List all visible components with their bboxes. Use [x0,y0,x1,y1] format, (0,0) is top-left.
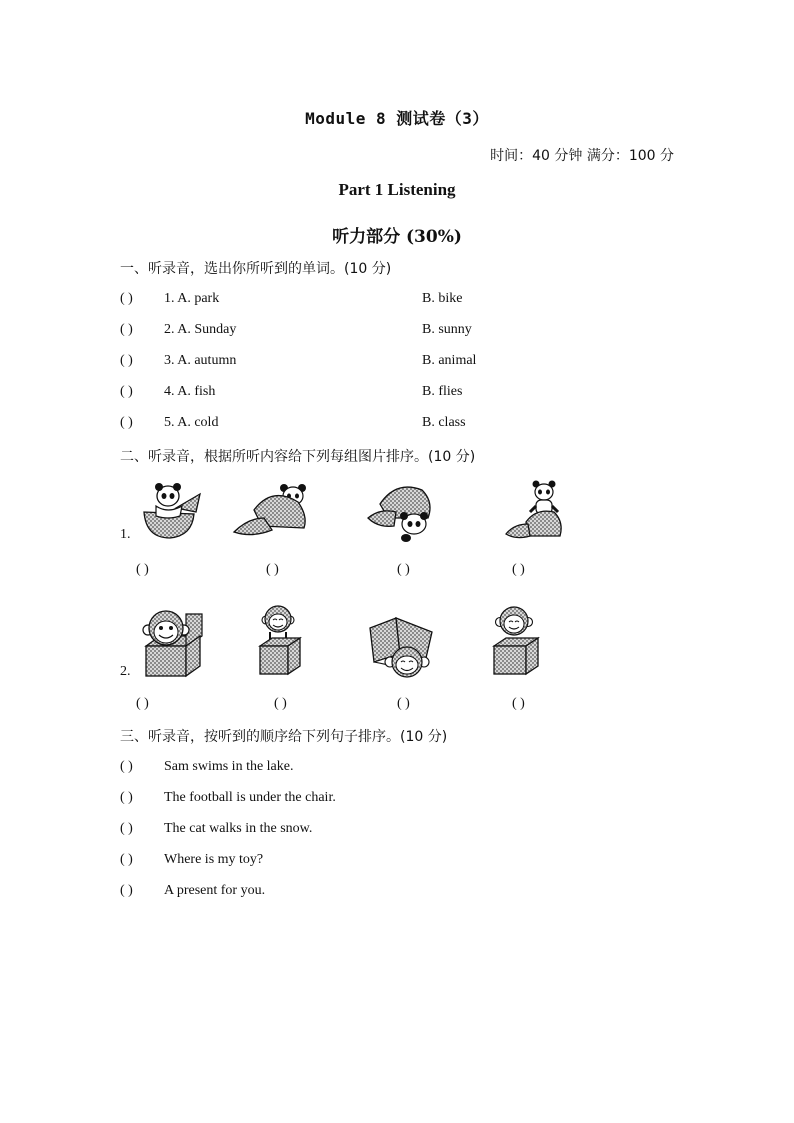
panda-behind-cap-icon [232,480,308,540]
option-b: B. animal [422,353,477,368]
sentence-row [120,852,263,868]
sentence-row [120,821,312,837]
answer-blank[interactable]: ( ) [397,696,410,711]
sentence-row [120,790,336,806]
answer-blank[interactable]: ( ) [120,759,133,774]
option-a: 1. A. park [164,291,220,306]
exam-timing: 时间：40 分钟 满分：100 分 [490,148,674,164]
option-b: B. sunny [422,322,472,337]
sentence-text: The football is under the chair. [164,790,336,805]
sentence-row [120,759,294,775]
section-2-heading: 二、听录音，根据所听内容给下列每组图片排序。(10 分) [120,449,476,465]
question-row [120,322,236,338]
panda-on-cap-icon [502,478,564,542]
monkey-under-box-icon [366,614,438,680]
answer-blank[interactable]: ( ) [266,562,279,577]
option-b: B. class [422,415,466,430]
sentence-text: A present for you. [164,883,266,898]
monkey-in-box-icon [140,608,208,678]
sentence-text: Sam swims in the lake. [164,759,294,774]
answer-blank[interactable]: ( ) [120,291,133,306]
answer-blank[interactable]: ( ) [120,353,133,368]
section-1-heading: 一、听录音，选出你所听到的单词。(10 分) [120,261,392,277]
part-title: Part 1 Listening [338,180,456,199]
question-row [120,384,215,400]
option-b: B. flies [422,384,463,399]
answer-blank[interactable]: ( ) [512,562,525,577]
answer-blank[interactable]: ( ) [120,883,133,898]
option-b: B. bike [422,291,463,306]
answer-blank[interactable]: ( ) [120,322,133,337]
sentence-text: Where is my toy? [164,852,264,867]
question-row [120,415,218,431]
answer-blank[interactable]: ( ) [120,415,133,430]
answer-blank[interactable]: ( ) [397,562,410,577]
option-a: 3. A. autumn [164,353,237,368]
question-row [120,353,236,369]
answer-blank[interactable]: ( ) [512,696,525,711]
option-a: 2. A. Sunday [164,322,237,337]
part-subtitle: 听力部分 (30%) [332,227,462,247]
answer-blank[interactable]: ( ) [120,384,133,399]
option-a: 4. A. fish [164,384,216,399]
panda-under-cap-icon [366,480,438,544]
answer-blank[interactable]: ( ) [136,562,149,577]
section-3-heading: 三、听录音，按听到的顺序给下列句子排序。(10 分) [120,729,448,745]
answer-blank[interactable]: ( ) [120,790,133,805]
question-row [120,291,219,307]
answer-blank[interactable]: ( ) [136,696,149,711]
sentence-row [120,883,265,899]
picture-row-2-label: 2. [120,664,131,679]
monkey-on-box-icon [256,604,304,678]
monkey-behind-box-icon [490,604,544,678]
answer-blank[interactable]: ( ) [274,696,287,711]
picture-row-1-label: 1. [120,527,131,542]
answer-blank[interactable]: ( ) [120,821,133,836]
sentence-text: The cat walks in the snow. [164,821,313,836]
page-title: Module 8 测试卷（3） [305,109,489,128]
answer-blank[interactable]: ( ) [120,852,133,867]
option-a: 5. A. cold [164,415,219,430]
panda-in-cap-icon [136,478,206,542]
